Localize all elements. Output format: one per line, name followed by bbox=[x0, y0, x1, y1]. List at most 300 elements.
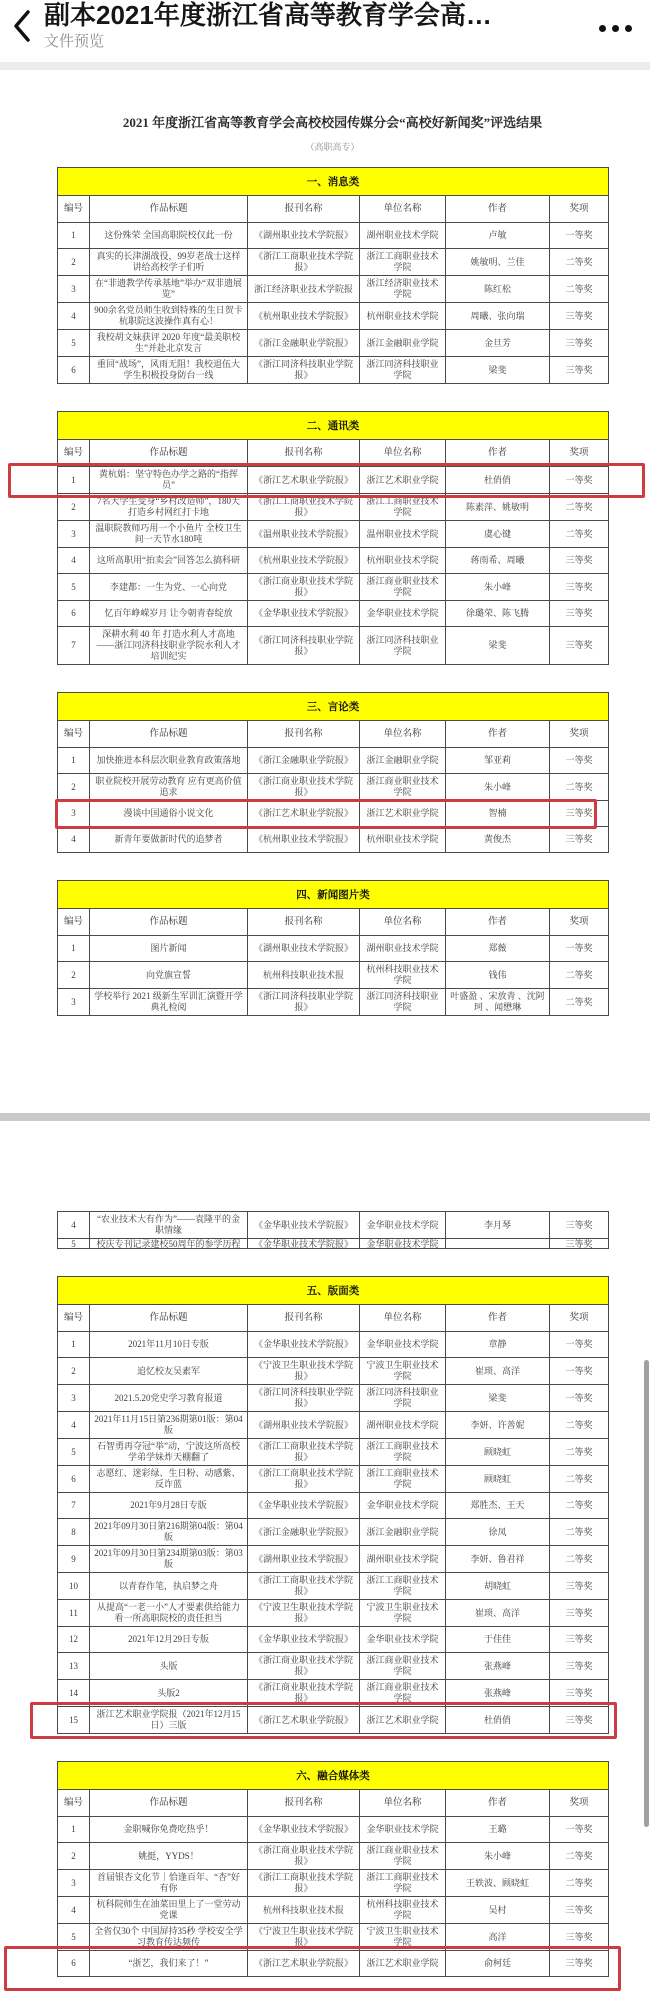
cell-paper: 《浙江工商职业技术学院报》 bbox=[248, 1439, 360, 1466]
cell-paper: 《湖州职业技术学院报》 bbox=[248, 1546, 360, 1573]
cell-no: 4 bbox=[58, 303, 90, 330]
cell-award: 三等奖 bbox=[550, 574, 609, 601]
column-header-cell-no: 编号 bbox=[58, 440, 90, 467]
cell-title: 我校胡文妹获评 2020 年度“最美职校生”并赴北京发言 bbox=[90, 330, 248, 357]
cell-award: 三等奖 bbox=[550, 801, 609, 827]
cell-paper: 《浙江金融职业学院报》 bbox=[248, 330, 360, 357]
table-row bbox=[58, 827, 609, 853]
table-row bbox=[58, 1239, 609, 1249]
cell-award: 三等奖 bbox=[550, 1924, 609, 1951]
cell-award: 二等奖 bbox=[550, 962, 609, 989]
cell-author: 卢敏 bbox=[446, 223, 550, 249]
cell-title: “浙艺，我们来了！” bbox=[90, 1951, 248, 1977]
cell-title: 姚挺，YYDS！ bbox=[90, 1843, 248, 1870]
award-table-commentary bbox=[57, 692, 609, 853]
column-header-cell-title: 作品标题 bbox=[90, 1305, 248, 1332]
award-table-photo-cont bbox=[57, 1211, 609, 1249]
cell-title: 真实的长津湖战役，99岁老战士这样讲给高校学子们听 bbox=[90, 249, 248, 276]
cell-no: 2 bbox=[58, 962, 90, 989]
cell-title: 2021年11月10日专版 bbox=[90, 1332, 248, 1358]
cell-no: 14 bbox=[58, 1680, 90, 1707]
cell-paper: 《金华职业技术学院报》 bbox=[248, 1212, 360, 1239]
cell-paper: 《浙江工商职业技术学院报》 bbox=[248, 494, 360, 521]
cell-no: 2 bbox=[58, 1358, 90, 1385]
cell-no: 4 bbox=[58, 1412, 90, 1439]
cell-paper: 《金华职业技术学院报》 bbox=[248, 1239, 360, 1249]
column-header-cell-unit: 单位名称 bbox=[360, 1790, 446, 1817]
cell-paper: 《杭州职业技术学院报》 bbox=[248, 303, 360, 330]
cell-title: 新青年要做新时代的追梦者 bbox=[90, 827, 248, 853]
cell-unit: 宁波卫生职业技术学院 bbox=[360, 1924, 446, 1951]
column-header-row bbox=[58, 1790, 609, 1817]
table-row bbox=[58, 1843, 609, 1870]
cell-author: 于佳佳 bbox=[446, 1627, 550, 1653]
cell-award: 二等奖 bbox=[550, 1439, 609, 1466]
cell-author: 杜俏俏 bbox=[446, 1707, 550, 1734]
file-title: 副本2021年度浙江省高等教育学会高… bbox=[44, 0, 492, 30]
column-header-cell-title: 作品标题 bbox=[90, 1790, 248, 1817]
cell-award: 二等奖 bbox=[550, 1546, 609, 1573]
section-header-commentary: 三、言论类 bbox=[58, 693, 609, 721]
cell-author: 杜俏俏 bbox=[446, 467, 550, 494]
cell-unit: 浙江工商职业技术学院 bbox=[360, 1466, 446, 1493]
cell-award: 一等奖 bbox=[550, 1332, 609, 1358]
cell-paper: 《金华职业技术学院报》 bbox=[248, 601, 360, 627]
column-header-cell-title: 作品标题 bbox=[90, 909, 248, 936]
cell-title: 首届银杏文化节｜恰逢百年、“杏”好有你 bbox=[90, 1870, 248, 1897]
column-header-cell-no: 编号 bbox=[58, 1790, 90, 1817]
cell-author: 王璐 bbox=[446, 1817, 550, 1843]
table-row bbox=[58, 1951, 609, 1977]
section-header-media: 六、融合媒体类 bbox=[58, 1762, 609, 1790]
cell-author: 李妍、许善妮 bbox=[446, 1412, 550, 1439]
cell-award: 一等奖 bbox=[550, 1358, 609, 1385]
cell-author: 周曦、张向瑞 bbox=[446, 303, 550, 330]
cell-unit: 杭州科技职业技术学院 bbox=[360, 1897, 446, 1924]
cell-author: 高洋 bbox=[446, 1924, 550, 1951]
column-header-cell-author: 作者 bbox=[446, 1790, 550, 1817]
column-header-cell-author: 作者 bbox=[446, 909, 550, 936]
table-row bbox=[58, 1358, 609, 1385]
column-header-cell-paper: 报刊名称 bbox=[248, 440, 360, 467]
cell-paper: 《浙江艺术职业学院报》 bbox=[248, 1951, 360, 1977]
cell-author: 李妍、鲁君祥 bbox=[446, 1546, 550, 1573]
cell-award: 三等奖 bbox=[550, 1707, 609, 1734]
cell-title: 重回“战场”，风雨无阻！我校退伍大学生积极投身防台一线 bbox=[90, 357, 248, 384]
table-row bbox=[58, 1627, 609, 1653]
cell-title: 加快推进本科层次职业教育政策落地 bbox=[90, 748, 248, 774]
cell-no: 3 bbox=[58, 1385, 90, 1412]
cell-title: 李建都：一生为党、一心向党 bbox=[90, 574, 248, 601]
cell-title: 忆百年峥嵘岁月 让今朝青春绽放 bbox=[90, 601, 248, 627]
cell-author: 钱伟 bbox=[446, 962, 550, 989]
cell-paper: 《湖州职业技术学院报》 bbox=[248, 1412, 360, 1439]
cell-award: 二等奖 bbox=[550, 1466, 609, 1493]
award-table-news bbox=[57, 167, 609, 384]
cell-paper: 《湖州职业技术学院报》 bbox=[248, 936, 360, 962]
cell-author: 顾晓虹 bbox=[446, 1439, 550, 1466]
table-row bbox=[58, 1680, 609, 1707]
column-header-cell-award: 奖项 bbox=[550, 909, 609, 936]
table-row bbox=[58, 1493, 609, 1519]
award-table-layout bbox=[57, 1276, 609, 1734]
cell-author: 金旦芳 bbox=[446, 330, 550, 357]
cell-no: 6 bbox=[58, 1951, 90, 1977]
cell-no: 3 bbox=[58, 1870, 90, 1897]
cell-author: 智楠 bbox=[446, 801, 550, 827]
cell-title: 2021年09月30日第234期第03版：第03版 bbox=[90, 1546, 248, 1573]
cell-title: 志愿红、迷彩绿、生日粉、动感紫、反诈蓝 bbox=[90, 1466, 248, 1493]
cell-no: 13 bbox=[58, 1653, 90, 1680]
cell-unit: 浙江商业职业技术学院 bbox=[360, 1680, 446, 1707]
cell-title: 石智勇再夺冠“举”动，宁波这所高校学弟学妹炸天棚翻了 bbox=[90, 1439, 248, 1466]
cell-no: 11 bbox=[58, 1600, 90, 1627]
cell-title: 头版 bbox=[90, 1653, 248, 1680]
cell-unit: 浙江艺术职业学院 bbox=[360, 467, 446, 494]
cell-award: 三等奖 bbox=[550, 330, 609, 357]
cell-paper: 《浙江商业职业技术学院报》 bbox=[248, 1680, 360, 1707]
cell-unit: 浙江艺术职业学院 bbox=[360, 1707, 446, 1734]
cell-no: 7 bbox=[58, 627, 90, 665]
page2-tables bbox=[57, 1211, 608, 1977]
cell-unit: 浙江工商职业技术学院 bbox=[360, 494, 446, 521]
cell-paper: 《浙江金融职业学院报》 bbox=[248, 748, 360, 774]
column-header-cell-title: 作品标题 bbox=[90, 721, 248, 748]
cell-title: 900余名党员师生收到特殊的生日贺卡 杭职院这波操作真有心！ bbox=[90, 303, 248, 330]
column-header-cell-title: 作品标题 bbox=[90, 196, 248, 223]
cell-unit: 浙江艺术职业学院 bbox=[360, 801, 446, 827]
cell-no: 15 bbox=[58, 1707, 90, 1734]
column-header-cell-author: 作者 bbox=[446, 1305, 550, 1332]
table-row bbox=[58, 627, 609, 665]
cell-title: 2021年12月29日专版 bbox=[90, 1627, 248, 1653]
cell-title: 浙江艺术职业学院报（2021年12月15日）三版 bbox=[90, 1707, 248, 1734]
cell-award: 三等奖 bbox=[550, 1627, 609, 1653]
cell-no: 1 bbox=[58, 936, 90, 962]
table-row bbox=[58, 774, 609, 801]
column-header-row bbox=[58, 909, 609, 936]
cell-award: 三等奖 bbox=[550, 357, 609, 384]
cell-title: 在“非遗教学传承基地”举办“双非遗展览” bbox=[90, 276, 248, 303]
cell-unit: 杭州职业技术学院 bbox=[360, 827, 446, 853]
table-row bbox=[58, 1573, 609, 1600]
cell-unit: 浙江工商职业技术学院 bbox=[360, 1573, 446, 1600]
table-row bbox=[58, 1332, 609, 1358]
table-row bbox=[58, 1385, 609, 1412]
cell-title: “农业技术大有作为”——袁隆平的金职情缘 bbox=[90, 1212, 248, 1239]
cell-title: 金职喊你免费吃热乎！ bbox=[90, 1817, 248, 1843]
cell-award: 三等奖 bbox=[550, 1600, 609, 1627]
cell-author: 胡晓虹 bbox=[446, 1573, 550, 1600]
column-header-cell-author: 作者 bbox=[446, 721, 550, 748]
section-header-photo: 四、新闻图片类 bbox=[58, 881, 609, 909]
cell-author: 梁斐 bbox=[446, 1385, 550, 1412]
cell-unit: 浙江工商职业技术学院 bbox=[360, 249, 446, 276]
cell-author: 崔琐、高洋 bbox=[446, 1600, 550, 1627]
document-subtitle: （高职高专） bbox=[305, 142, 360, 152]
cell-paper: 《金华职业技术学院报》 bbox=[248, 1493, 360, 1519]
cell-paper: 《浙江商业职业技术学院报》 bbox=[248, 774, 360, 801]
cell-title: 温职院教师巧用一个小鱼片 全校卫生间一天节水180吨 bbox=[90, 521, 248, 548]
table-row bbox=[58, 962, 609, 989]
table-row bbox=[58, 601, 609, 627]
cell-award: 三等奖 bbox=[550, 1212, 609, 1239]
cell-paper: 《浙江同济科技职业学院报》 bbox=[248, 1385, 360, 1412]
cell-award: 三等奖 bbox=[550, 548, 609, 574]
table-row bbox=[58, 521, 609, 548]
cell-title: 头版2 bbox=[90, 1680, 248, 1707]
cell-author: 朱小峰 bbox=[446, 574, 550, 601]
cell-unit: 浙江工商职业技术学院 bbox=[360, 1439, 446, 1466]
cell-unit: 金华职业技术学院 bbox=[360, 1332, 446, 1358]
cell-title: 职业院校开展劳动教育 应有更高价值追求 bbox=[90, 774, 248, 801]
column-header-cell-no: 编号 bbox=[58, 196, 90, 223]
cell-unit: 浙江商业职业技术学院 bbox=[360, 774, 446, 801]
cell-author: 徐璐荣、陈飞腾 bbox=[446, 601, 550, 627]
cell-title: 2021.5.20党史学习教育报道 bbox=[90, 1385, 248, 1412]
cell-author: 张燕峰 bbox=[446, 1653, 550, 1680]
cell-award: 三等奖 bbox=[550, 1239, 609, 1249]
column-header-row bbox=[58, 1305, 609, 1332]
cell-no: 5 bbox=[58, 1239, 90, 1249]
cell-author: 朱小峰 bbox=[446, 1843, 550, 1870]
cell-title: 从提高“一老一小”人才要素供给能力看一所高职院校的责任担当 bbox=[90, 1600, 248, 1627]
cell-title: 漫谈中国通俗小说文化 bbox=[90, 801, 248, 827]
cell-paper: 《宁波卫生职业技术学院报》 bbox=[248, 1358, 360, 1385]
table-row bbox=[58, 330, 609, 357]
cell-unit: 浙江同济科技职业学院 bbox=[360, 989, 446, 1016]
cell-paper: 《浙江商业职业技术学院报》 bbox=[248, 574, 360, 601]
cell-no: 6 bbox=[58, 1466, 90, 1493]
cell-unit: 金华职业技术学院 bbox=[360, 1212, 446, 1239]
column-header-cell-unit: 单位名称 bbox=[360, 909, 446, 936]
cell-title: 追忆校友吴素军 bbox=[90, 1358, 248, 1385]
cell-author bbox=[446, 1239, 550, 1249]
app-bar bbox=[0, 0, 650, 62]
cell-unit: 浙江工商职业技术学院 bbox=[360, 1870, 446, 1897]
table-row bbox=[58, 1519, 609, 1546]
cell-paper: 《浙江工商职业技术学院报》 bbox=[248, 249, 360, 276]
cell-no: 4 bbox=[58, 827, 90, 853]
column-header-cell-title: 作品标题 bbox=[90, 440, 248, 467]
cell-unit: 浙江商业职业技术学院 bbox=[360, 1653, 446, 1680]
table-row bbox=[58, 357, 609, 384]
cell-award: 二等奖 bbox=[550, 1519, 609, 1546]
cell-title: 2021年11月15日第236期第01版：第04版 bbox=[90, 1412, 248, 1439]
cell-unit: 浙江商业职业技术学院 bbox=[360, 1843, 446, 1870]
cell-unit: 湖州职业技术学院 bbox=[360, 1412, 446, 1439]
column-header-cell-award: 奖项 bbox=[550, 1790, 609, 1817]
column-header-cell-no: 编号 bbox=[58, 909, 90, 936]
column-header-cell-award: 奖项 bbox=[550, 196, 609, 223]
table-row bbox=[58, 1653, 609, 1680]
cell-no: 4 bbox=[58, 548, 90, 574]
back-button[interactable] bbox=[0, 0, 44, 56]
cell-award: 一等奖 bbox=[550, 1385, 609, 1412]
cell-no: 1 bbox=[58, 1332, 90, 1358]
table-row bbox=[58, 1817, 609, 1843]
column-header-cell-author: 作者 bbox=[446, 440, 550, 467]
column-header-cell-award: 奖项 bbox=[550, 1305, 609, 1332]
column-header-cell-author: 作者 bbox=[446, 196, 550, 223]
cell-author: 张燕峰 bbox=[446, 1680, 550, 1707]
cell-no: 9 bbox=[58, 1546, 90, 1573]
header-divider bbox=[0, 62, 650, 70]
cell-unit: 湖州职业技术学院 bbox=[360, 936, 446, 962]
cell-award: 三等奖 bbox=[550, 827, 609, 853]
table-row bbox=[58, 748, 609, 774]
cell-no: 7 bbox=[58, 1493, 90, 1519]
cell-title: 这份殊荣 全国高职院校仅此一份 bbox=[90, 223, 248, 249]
document-page-2 bbox=[0, 1121, 650, 1977]
cell-paper: 《金华职业技术学院报》 bbox=[248, 1332, 360, 1358]
table-row bbox=[58, 303, 609, 330]
cell-author: 郑胜杰、王天 bbox=[446, 1493, 550, 1519]
cell-title: 深耕水利 40 年 打造水利人才高地 ——浙江同济科技职业学院水利人才培训纪实 bbox=[90, 627, 248, 665]
document-page-1 bbox=[0, 114, 650, 1113]
cell-no: 1 bbox=[58, 223, 90, 249]
cell-unit: 浙江同济科技职业学院 bbox=[360, 1385, 446, 1412]
column-header-cell-paper: 报刊名称 bbox=[248, 196, 360, 223]
cell-unit: 金华职业技术学院 bbox=[360, 1239, 446, 1249]
cell-no: 2 bbox=[58, 1843, 90, 1870]
cell-paper: 《宁波卫生职业技术学院报》 bbox=[248, 1924, 360, 1951]
cell-award: 一等奖 bbox=[550, 223, 609, 249]
cell-award: 二等奖 bbox=[550, 1843, 609, 1870]
cell-author: 黄俊杰 bbox=[446, 827, 550, 853]
cell-author: 陈素萍、姚敏明 bbox=[446, 494, 550, 521]
scrollbar-thumb[interactable] bbox=[644, 1360, 649, 1827]
cell-award: 二等奖 bbox=[550, 521, 609, 548]
cell-paper: 《浙江艺术职业学院报》 bbox=[248, 467, 360, 494]
cell-paper: 《浙江工商职业技术学院报》 bbox=[248, 1466, 360, 1493]
column-header-cell-unit: 单位名称 bbox=[360, 440, 446, 467]
page-break-divider bbox=[0, 1113, 650, 1121]
cell-paper: 《杭州职业技术学院报》 bbox=[248, 827, 360, 853]
document-title: 2021 年度浙江省高等教育学会高校校园传媒分会“高校好新闻奖”评选结果 bbox=[122, 115, 543, 130]
award-table-media bbox=[57, 1761, 609, 1977]
cell-unit: 温州职业技术学院 bbox=[360, 521, 446, 548]
cell-unit: 浙江金融职业学院 bbox=[360, 1519, 446, 1546]
column-header-cell-award: 奖项 bbox=[550, 721, 609, 748]
cell-author: 虞心键 bbox=[446, 521, 550, 548]
cell-award: 二等奖 bbox=[550, 494, 609, 521]
cell-paper: 《浙江商业职业技术学院报》 bbox=[248, 1653, 360, 1680]
cell-paper: 《温州职业技术学院报》 bbox=[248, 521, 360, 548]
cell-unit: 金华职业技术学院 bbox=[360, 1493, 446, 1519]
column-header-cell-paper: 报刊名称 bbox=[248, 721, 360, 748]
award-table-photo bbox=[57, 880, 609, 1016]
cell-award: 一等奖 bbox=[550, 467, 609, 494]
column-header-cell-paper: 报刊名称 bbox=[248, 1790, 360, 1817]
column-header-row bbox=[58, 440, 609, 467]
table-row bbox=[58, 1600, 609, 1627]
cell-paper: 《浙江同济科技职业学院报》 bbox=[248, 989, 360, 1016]
cell-no: 4 bbox=[58, 1212, 90, 1239]
cell-no: 12 bbox=[58, 1627, 90, 1653]
cell-award: 二等奖 bbox=[550, 1493, 609, 1519]
table-row bbox=[58, 1466, 609, 1493]
table-row bbox=[58, 936, 609, 962]
cell-paper: 《浙江艺术职业学院报》 bbox=[248, 1707, 360, 1734]
section-header-news: 一、消息类 bbox=[58, 168, 609, 196]
cell-no: 6 bbox=[58, 357, 90, 384]
column-header-cell-award: 奖项 bbox=[550, 440, 609, 467]
cell-author: 蒋雨希、周曦 bbox=[446, 548, 550, 574]
cell-no: 6 bbox=[58, 601, 90, 627]
cell-title: 学校举行 2021 级新生军训汇演暨开学典礼检阅 bbox=[90, 989, 248, 1016]
award-table-communication bbox=[57, 411, 609, 665]
cell-award: 二等奖 bbox=[550, 989, 609, 1016]
cell-no: 5 bbox=[58, 1439, 90, 1466]
cell-title: 校庆专刊记录建校50周年的参学历程 bbox=[90, 1239, 248, 1249]
cell-author: 郑薇 bbox=[446, 936, 550, 962]
table-row bbox=[58, 276, 609, 303]
cell-paper: 《金华职业技术学院报》 bbox=[248, 1627, 360, 1653]
column-header-row bbox=[58, 721, 609, 748]
table-row bbox=[58, 574, 609, 601]
cell-title: 杭科院师生在油菜田里上了一堂劳动党课 bbox=[90, 1897, 248, 1924]
file-preview-label: 文件预览 bbox=[44, 33, 105, 50]
cell-award: 一等奖 bbox=[550, 1817, 609, 1843]
column-header-row bbox=[58, 196, 609, 223]
cell-unit: 金华职业技术学院 bbox=[360, 601, 446, 627]
cell-no: 5 bbox=[58, 574, 90, 601]
column-header-cell-paper: 报刊名称 bbox=[248, 909, 360, 936]
cell-unit: 宁波卫生职业技术学院 bbox=[360, 1358, 446, 1385]
cell-paper: 《金华职业技术学院报》 bbox=[248, 1817, 360, 1843]
cell-unit: 浙江金融职业学院 bbox=[360, 748, 446, 774]
cell-no: 1 bbox=[58, 1817, 90, 1843]
cell-title: 2021年9月28日专版 bbox=[90, 1493, 248, 1519]
cell-award: 三等奖 bbox=[550, 1573, 609, 1600]
cell-author: 邹亚莉 bbox=[446, 748, 550, 774]
column-header-cell-no: 编号 bbox=[58, 721, 90, 748]
cell-no: 3 bbox=[58, 989, 90, 1016]
cell-award: 三等奖 bbox=[550, 1680, 609, 1707]
cell-unit: 浙江艺术职业学院 bbox=[360, 1951, 446, 1977]
cell-paper: 《宁波卫生职业技术学院报》 bbox=[248, 1600, 360, 1627]
cell-unit: 金华职业技术学院 bbox=[360, 1627, 446, 1653]
cell-title: 这所高职用“拍卖会”回答怎么搞科研 bbox=[90, 548, 248, 574]
table-row bbox=[58, 548, 609, 574]
table-row bbox=[58, 989, 609, 1016]
cell-author: 陈红松 bbox=[446, 276, 550, 303]
cell-no: 3 bbox=[58, 801, 90, 827]
cell-unit: 杭州职业技术学院 bbox=[360, 303, 446, 330]
cell-no: 3 bbox=[58, 276, 90, 303]
cell-no: 4 bbox=[58, 1897, 90, 1924]
cell-unit: 湖州职业技术学院 bbox=[360, 1546, 446, 1573]
more-menu-button[interactable] bbox=[580, 0, 650, 56]
cell-no: 8 bbox=[58, 1519, 90, 1546]
cell-award: 三等奖 bbox=[550, 303, 609, 330]
cell-unit: 浙江同济科技职业学院 bbox=[360, 357, 446, 384]
cell-paper: 《浙江商业职业技术学院报》 bbox=[248, 1843, 360, 1870]
cell-author: 梁斐 bbox=[446, 357, 550, 384]
cell-no: 2 bbox=[58, 774, 90, 801]
cell-author: 王轶波、顾晓虹 bbox=[446, 1870, 550, 1897]
cell-paper: 《浙江工商职业技术学院报》 bbox=[248, 1870, 360, 1897]
column-header-cell-unit: 单位名称 bbox=[360, 196, 446, 223]
cell-title: 7名大学生变身“乡村改造师”，180天打造乡村网红打卡地 bbox=[90, 494, 248, 521]
table-row bbox=[58, 1412, 609, 1439]
cell-author: 姚敏明、兰佳 bbox=[446, 249, 550, 276]
cell-author: 徐凤 bbox=[446, 1519, 550, 1546]
chevron-left-icon bbox=[12, 10, 32, 47]
cell-no: 10 bbox=[58, 1573, 90, 1600]
cell-paper: 《浙江同济科技职业学院报》 bbox=[248, 627, 360, 665]
